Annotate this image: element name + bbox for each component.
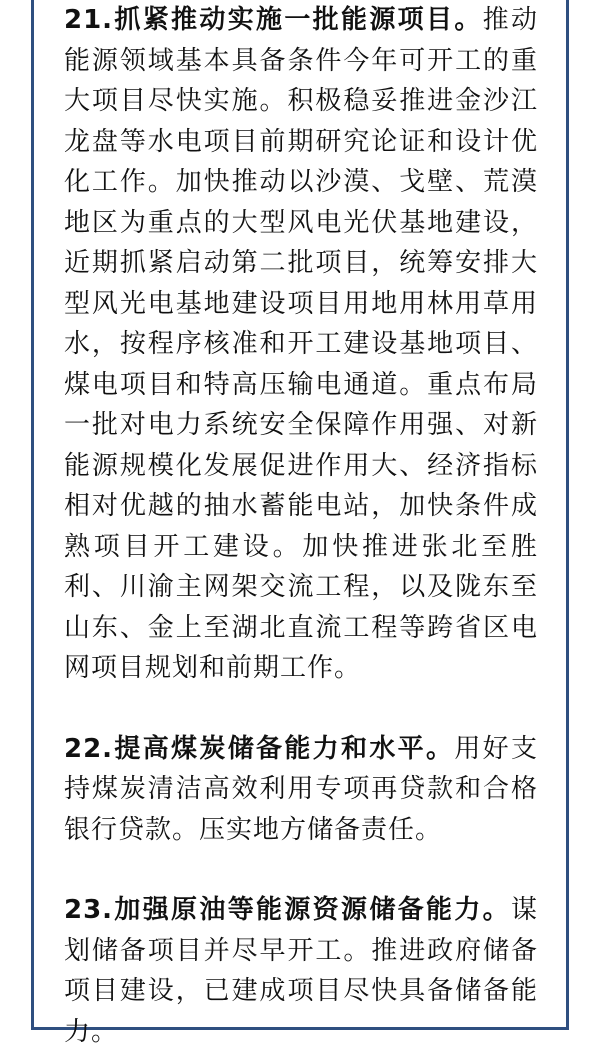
paragraph-21 [64, 0, 538, 689]
paragraph-21-body: 推动能源领域基本具备条件今年可开工的重大项目尽快实施。积极稳妥推进金沙江龙盘等水电项目前期研究论证和设计优化工作。加快推动以沙漠、戈壁、荒漠地区为重点的大型风电光伏基地建设，近期抓紧启动第二批项目，统筹安排大型风光电基地建设项目用地用林用草用水，按程序核准和开工建设基地项目、煤电项目和特高压输电通道。重点布局一批对电力系统安全保障作用强、对新能源规模化发展促进作用大、经济指标相对优越的抽水蓄能电站，加快条件成熟项目开工建设。加快推进张北至胜利、川渝主网架交流工程，以及陇东至山东、金上至湖北直流工程等跨省区电网项目规划和前期工作。 [64, 5, 538, 683]
paragraph-21-heading: 21.抓紧推动实施一批能源项目。 [64, 5, 483, 35]
paragraph-22-body: 用好支持煤炭清洁高效利用专项再贷款和合格银行贷款。压实地方储备责任。 [64, 733, 538, 845]
paragraph-23-body: 谋划储备项目并尽早开工。推进政府储备项目建设，已建成项目尽快具备储备能力。 [64, 895, 538, 1047]
article-content [64, 0, 538, 1052]
paragraph-22 [64, 729, 538, 851]
paragraph-23 [64, 890, 538, 1052]
paragraph-23-heading: 23.加强原油等能源资源储备能力。 [64, 895, 511, 925]
paragraph-22-heading: 22.提高煤炭储备能力和水平。 [64, 733, 455, 764]
